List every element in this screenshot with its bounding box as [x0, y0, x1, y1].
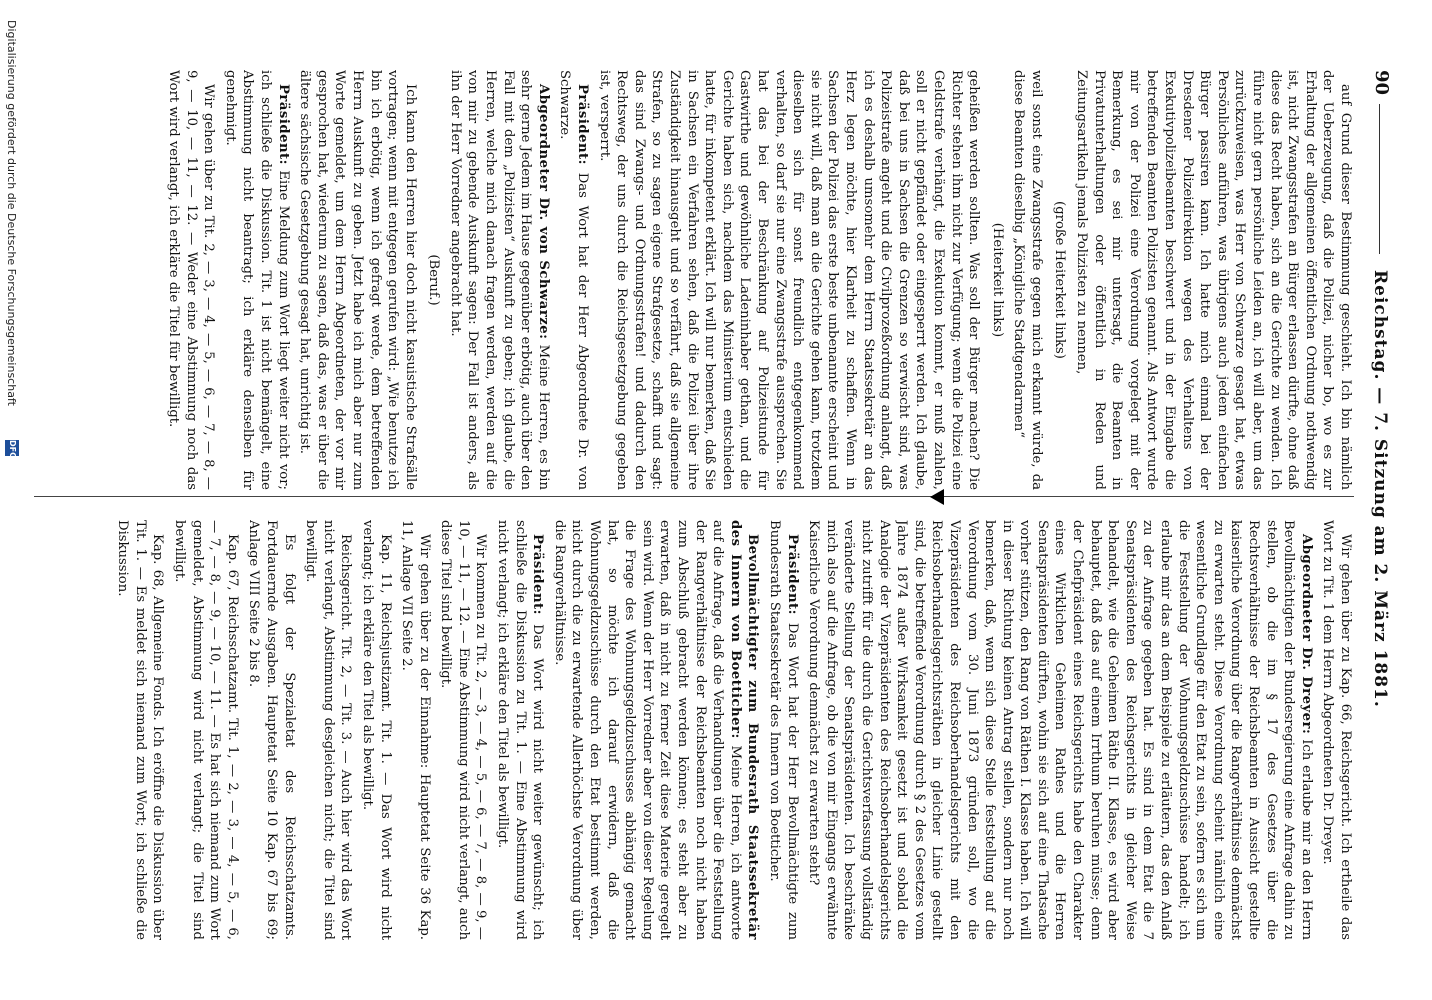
body-paragraph: Wir kommen zu Tit. 2, — 3, — 4, — 5, — 6, — 7, — 8, — 9, — 10, — 11, — 12. — Eine Abstimmung wird nicht verlangt, auch diese Titel sind bewilligt.: [438, 520, 489, 940]
speech-text: Meine Herren, es bin sehr gerne Jedem im Hause gegenüber erbötig, auch über den Fall mit dem „Polizisten“ Auskunft zu geben; ich glaube, die Herren, welche mich danach fragen werden, werden auf die von mir zu gebende Auskunft sagen: Der Fall ist anders, als ihn der Herr Vorredner angebracht hat.: [447, 70, 551, 490]
speech-text: Das Wort hat der Herr Bevollmächtigte zum Bundesrath Staatssekretär des Innern von Boetticher.: [767, 520, 800, 940]
speaker-name: Abgeordneter Dr. von Schwarze:: [535, 84, 551, 340]
speaker-name: Bevollmächtigter zum Bundesrath Staatssekretär des Innern von Boetticher:: [727, 520, 761, 940]
body-paragraph: Ich kann den Herren hier doch nicht kasuistische Strafsälle vortragen; wenn mit entgegen gerufen wird: „Wie benutze ich bin ich erbötig, wenn ich gefragt werde, dem betreffenden Herrn Auskunft zu geben. Jetzt habe ich mich aber nur zum Worte gemeldet, um dem Herrn Abgeordneten, der vor mir gesprochen hat, wiederum zu sagen, daß das, was er über die ältere sächsische Gesetzgebung gesagt hat, unrichtig ist.: [297, 70, 418, 490]
body-paragraph: Es folgt der Spezialetat des Reichsschatzamts. Fortdauernde Ausgaben. Hauptetat Seite 10 Kap. 67 bis 69; Anlage VIII Seite 2 bis 8.: [246, 520, 297, 940]
speech-text: Das Wort hat der Herr Abgeordnete Dr. von Schwarze.: [557, 70, 591, 490]
speaker-name: Abgeordneter Dr. Dreyer:: [1298, 534, 1314, 735]
right-column: [24, 520, 1354, 940]
speech-paragraph: [221, 70, 291, 490]
speech-text: Das Wort wird nicht weiter gewünscht; ich schließe die Diskussion zu Tit. 1. — Eine Abstimmung wird nicht verlangt; ich erkläre den Titel als bewilligt.: [495, 520, 546, 940]
speaker-name: Präsident:: [275, 84, 291, 166]
speech-paragraph: [556, 70, 591, 490]
body-paragraph: Kap. 68, Allgemeine Fonds. Ich eröffne die Diskussion über Tit. 1. — Es meldet sich niemand zum Wort; ich schließe die Diskussion.: [115, 520, 166, 940]
speech-paragraph: [446, 70, 552, 490]
header-rule: [1379, 104, 1380, 254]
dfg-logo: DFG: [5, 440, 19, 456]
speech-text: Eine Meldung zum Wort liegt weiter nicht vor; ich schließe die Diskussion. Tit. 1 ist nicht bemängelt, eine Abstimmung nicht beantragt; ich erkläre denselben für genehmigt.: [222, 70, 291, 490]
page-header: [1362, 70, 1392, 950]
speech-paragraph: [805, 520, 1315, 940]
page-footer: [0, 0, 22, 1000]
speaker-name: Präsident:: [575, 84, 591, 166]
body-paragraph: auf Grund dieser Bestimmung geschieht. Ich bin nämlich der Ueberzeugung, daß die Polizei, nicher bo, wo es zur Erhaltung der allgemeinen öffentlichen Ordnung nothwendig ist, nicht Zwangsstrafen an Bürger erlassen dürfte, ohne daß diese das Recht haben, sich an die Gerichte zu wenden. Ich führe nicht gern persönliche Leiden an, ich will aber, um das zurückzuweisen, was Herr von Schwarze gesagt hat, etwas Persönliches anführen, was übrigens auch jedem einfachen Bürger passiren kann. Ich hatte mich einmal bei der Dresdener Polizeidirektion wegen des Verhaltens von Exekutivpolizeibeamten beschwert und in der Eingabe die betreffenden Beamten Polizisten genannt. Als Antwort wurde mir von der Polizei eine Verordnung vorgelegt mit der Bemerkung, es sei mir untersagt, die Beamten in Privatunterhaltungen oder öffentlich in Reden und Zeitungsartikeln jemals Polizisten zu nennen,: [1074, 70, 1353, 490]
stage-direction: (Beruf.): [426, 254, 442, 306]
column-divider: [34, 496, 1354, 497]
speech-text: Ich erlaube mir an den Herrn Bevollmächtigten der Bundesregierung eine Anfrage dahin zu stellen, ob die im § 17 des Gesetzes über die Rechtsverhältnisse der Reichsbeamten in Aussicht gestellte kaiserliche Verordnung über die Rangverhältnisse demnächst zu erwarten steht. Diese Verordnung scheint nämlich eine wesentliche Grundlage für den Etat zu sein, sofern es sich um die Feststellung der Wohnungsgeldzuschüsse handelt; ich erlaube mir das an dem Beispiele zu erläutern, das den Anlaß zu der Anfrage gegeben hat. Es sind in dem Etat die 7 Senatspräsidenten des Reichsgerichts in gleicher Weise behandelt, wie die Geheimen Räthe II. Klasse, es wird aber behauptet, daß das auf einem Irrthum beruhen müsse; denn der Chefpräsident eines Reichsgerichts habe den Charakter eines Wirklichen Geheimen Rathes und die Herren Senatspräsidenten dürften, wohin sie sich auf eine Thatsache vorher stützen, den Rang von Räthen I. Klasse haben. Ich will in dieser Richtung keinen Antrag stellen, sondern nur noch bemerken, daß, wenn sich diese Stelle feststellung auf die Verordnung vom 30. Juni 1873 gründen soll, wo die Vizepräsidenten des Reichsoberhandelsgerichts mit den Reichsoberhandelsgerichtsräthen in gleicher Linie gestellt sind, die betreffende Verordnung durch § 2 des Gesetzes vom Jahre 1874 außer Wirksamkeit gesetzt ist und sobald die Analogie der Vizepräsidenten des Reichsoberhandelsgerichts nicht zutrifft für die durch die Gerichtsverfassung vollständig veränderte Stellung der Senatspräsidenten. Ich beschränke mich also auf die Anfrage, ob die von mir Eingangs erwähnte Kaiserliche Verordnung demnächst zu erwarten steht?: [806, 520, 1314, 940]
left-column: [24, 70, 1354, 490]
speaker-name: Präsident:: [530, 534, 546, 616]
body-paragraph: Wir gehen über zu der Einnahme: Hauptetat Seite 36 Kap. 11, Anlage VII Seite 2.: [399, 520, 432, 940]
body-paragraph: Kap. 67, Reichsschatzamt. Tit. 1, — 2, — 3, — 4, — 5, — 6, — 7, — 8, — 9, — 10, — 11. — Es hat sich niemand zum Wort gemeldet, Abstimmung wird nicht verlangt; die Titel sind bewilligt.: [172, 520, 240, 940]
stage-direction: (Heiterkeit links): [989, 222, 1005, 338]
body-paragraph: Kap. 11, Reichsjustizamt. Tit. 1. — Das Wort wird nicht verlangt; ich erkläre den Titel als bewilligt.: [359, 520, 393, 940]
body-paragraph: Wir gehen über zu Kap. 66, Reichsgericht. Ich ertheile das Wort zu Tit. 1 dem Herrn Abgeordneten Dr. Dreyer.: [1320, 520, 1353, 940]
speech-text: Meine Herren, ich antworte auf die Anfrage, daß die Verhandlungen über die Feststellung der Rangverhältnisse der Reichsbeamten noch nicht haben zum Abschluß gebracht werden können; es steht aber zu erwarten, daß in nicht zu ferner Zeit diese Materie geregelt sein wird. Wenn der Herr Vorredner aber von dieser Regelung die Frage des Wohnungsgeldzuschusses abhängig gemacht hat, so möchte ich darauf erwidern, daß die Wohnungsgeldzuschüsse durch den Etat bestimmt werden, nicht durch die zu erwartende Allerhöchste Verordnung über die Rangverhältnisse.: [551, 520, 743, 940]
speaker-name: Präsident:: [784, 534, 800, 616]
digitization-credit: Digitalisierung gefördert durch die Deutsche Forschungsgemeinschaft: [5, 20, 18, 406]
body-paragraph: geheißen werden sollten. Was soll der Bürger machen? Die Richter stehen ihm nicht zur Verfügung; wenn die Polizei eine Geldstrafe verhängt, die Exekution kommt, er muß zahlen, soll er nicht gepfändet oder eingesperrt werden. Ich glaube, daß bei uns in Sachsen die Grenzen so verwischt sind, was Polizeistrafe angeht und die Civilprozeßordnung anlangt, daß ich es deshalb umsomehr dem Herrn Staatssekretär an das Herz legen möchte, hier Klarheit zu schaffen. Wenn in Sachsen der Polizei das erste beste unbenannte erscheint und sie nicht will, daß man an die Gerichte gehen kann, trotzdem dieselben sich für sonst freundlich entgegenkommend verhalten, so darf sie nur eine Zwangsstrafe aussprechen. Sie hat das bei der Beschränkung auf Polizeistunde für Gastwirthe und gewöhnliche Ladeninhaber gethan, und die Gerichte haben sich, nachdem das Ministerium entschieden hatte, für inkompetent erklärt. Ich will nur bemerken, daß Sie in Sachsen ein Verfahren sehen, daß die Polizei über ihre Zuständigkeit hinausgeht und so verfährt, daß sie allgemeine Strafen, so zu sagen eigene Strafgesetze, schafft und sagt: das sind Zwangs- und Ordnungsstrafen! und dadurch den Rechtsweg, der uns durch die Reichsgesetzgebung gegeben ist, versperrt.: [596, 70, 982, 490]
speech-paragraph: [765, 520, 800, 940]
body-paragraph: weil sonst eine Zwangsstrafe gegen mich erkannt würde, da diese Beamten dieselbig „Königliche Stadtgendarmen“: [1011, 70, 1044, 490]
scan-marker-arrow: [930, 489, 944, 505]
body-paragraph: Reichsgericht. Tit. 2, — Tit. 3. — Auch hier wird das Wort nicht verlangt, Abstimmung desgleichen nicht; die Titel sind bewilligt.: [303, 520, 354, 940]
page-number: 90: [1371, 70, 1392, 96]
stage-direction: (große Heiterkeit links): [1052, 201, 1068, 359]
page-title: Reichstag. — 7. Sitzung am 2. März 1881.: [1370, 270, 1390, 708]
speech-paragraph: [550, 520, 761, 940]
speech-paragraph: [494, 520, 547, 940]
body-paragraph: Wir gehen über zu Tit. 2, — 3, — 4, — 5, — 6, — 7, — 8, — 9, — 10, — 11, — 12. — Weder eine Abstimmung noch das Wort wird verlangt, ich erkläre die Titel für bewilligt.: [166, 70, 217, 490]
